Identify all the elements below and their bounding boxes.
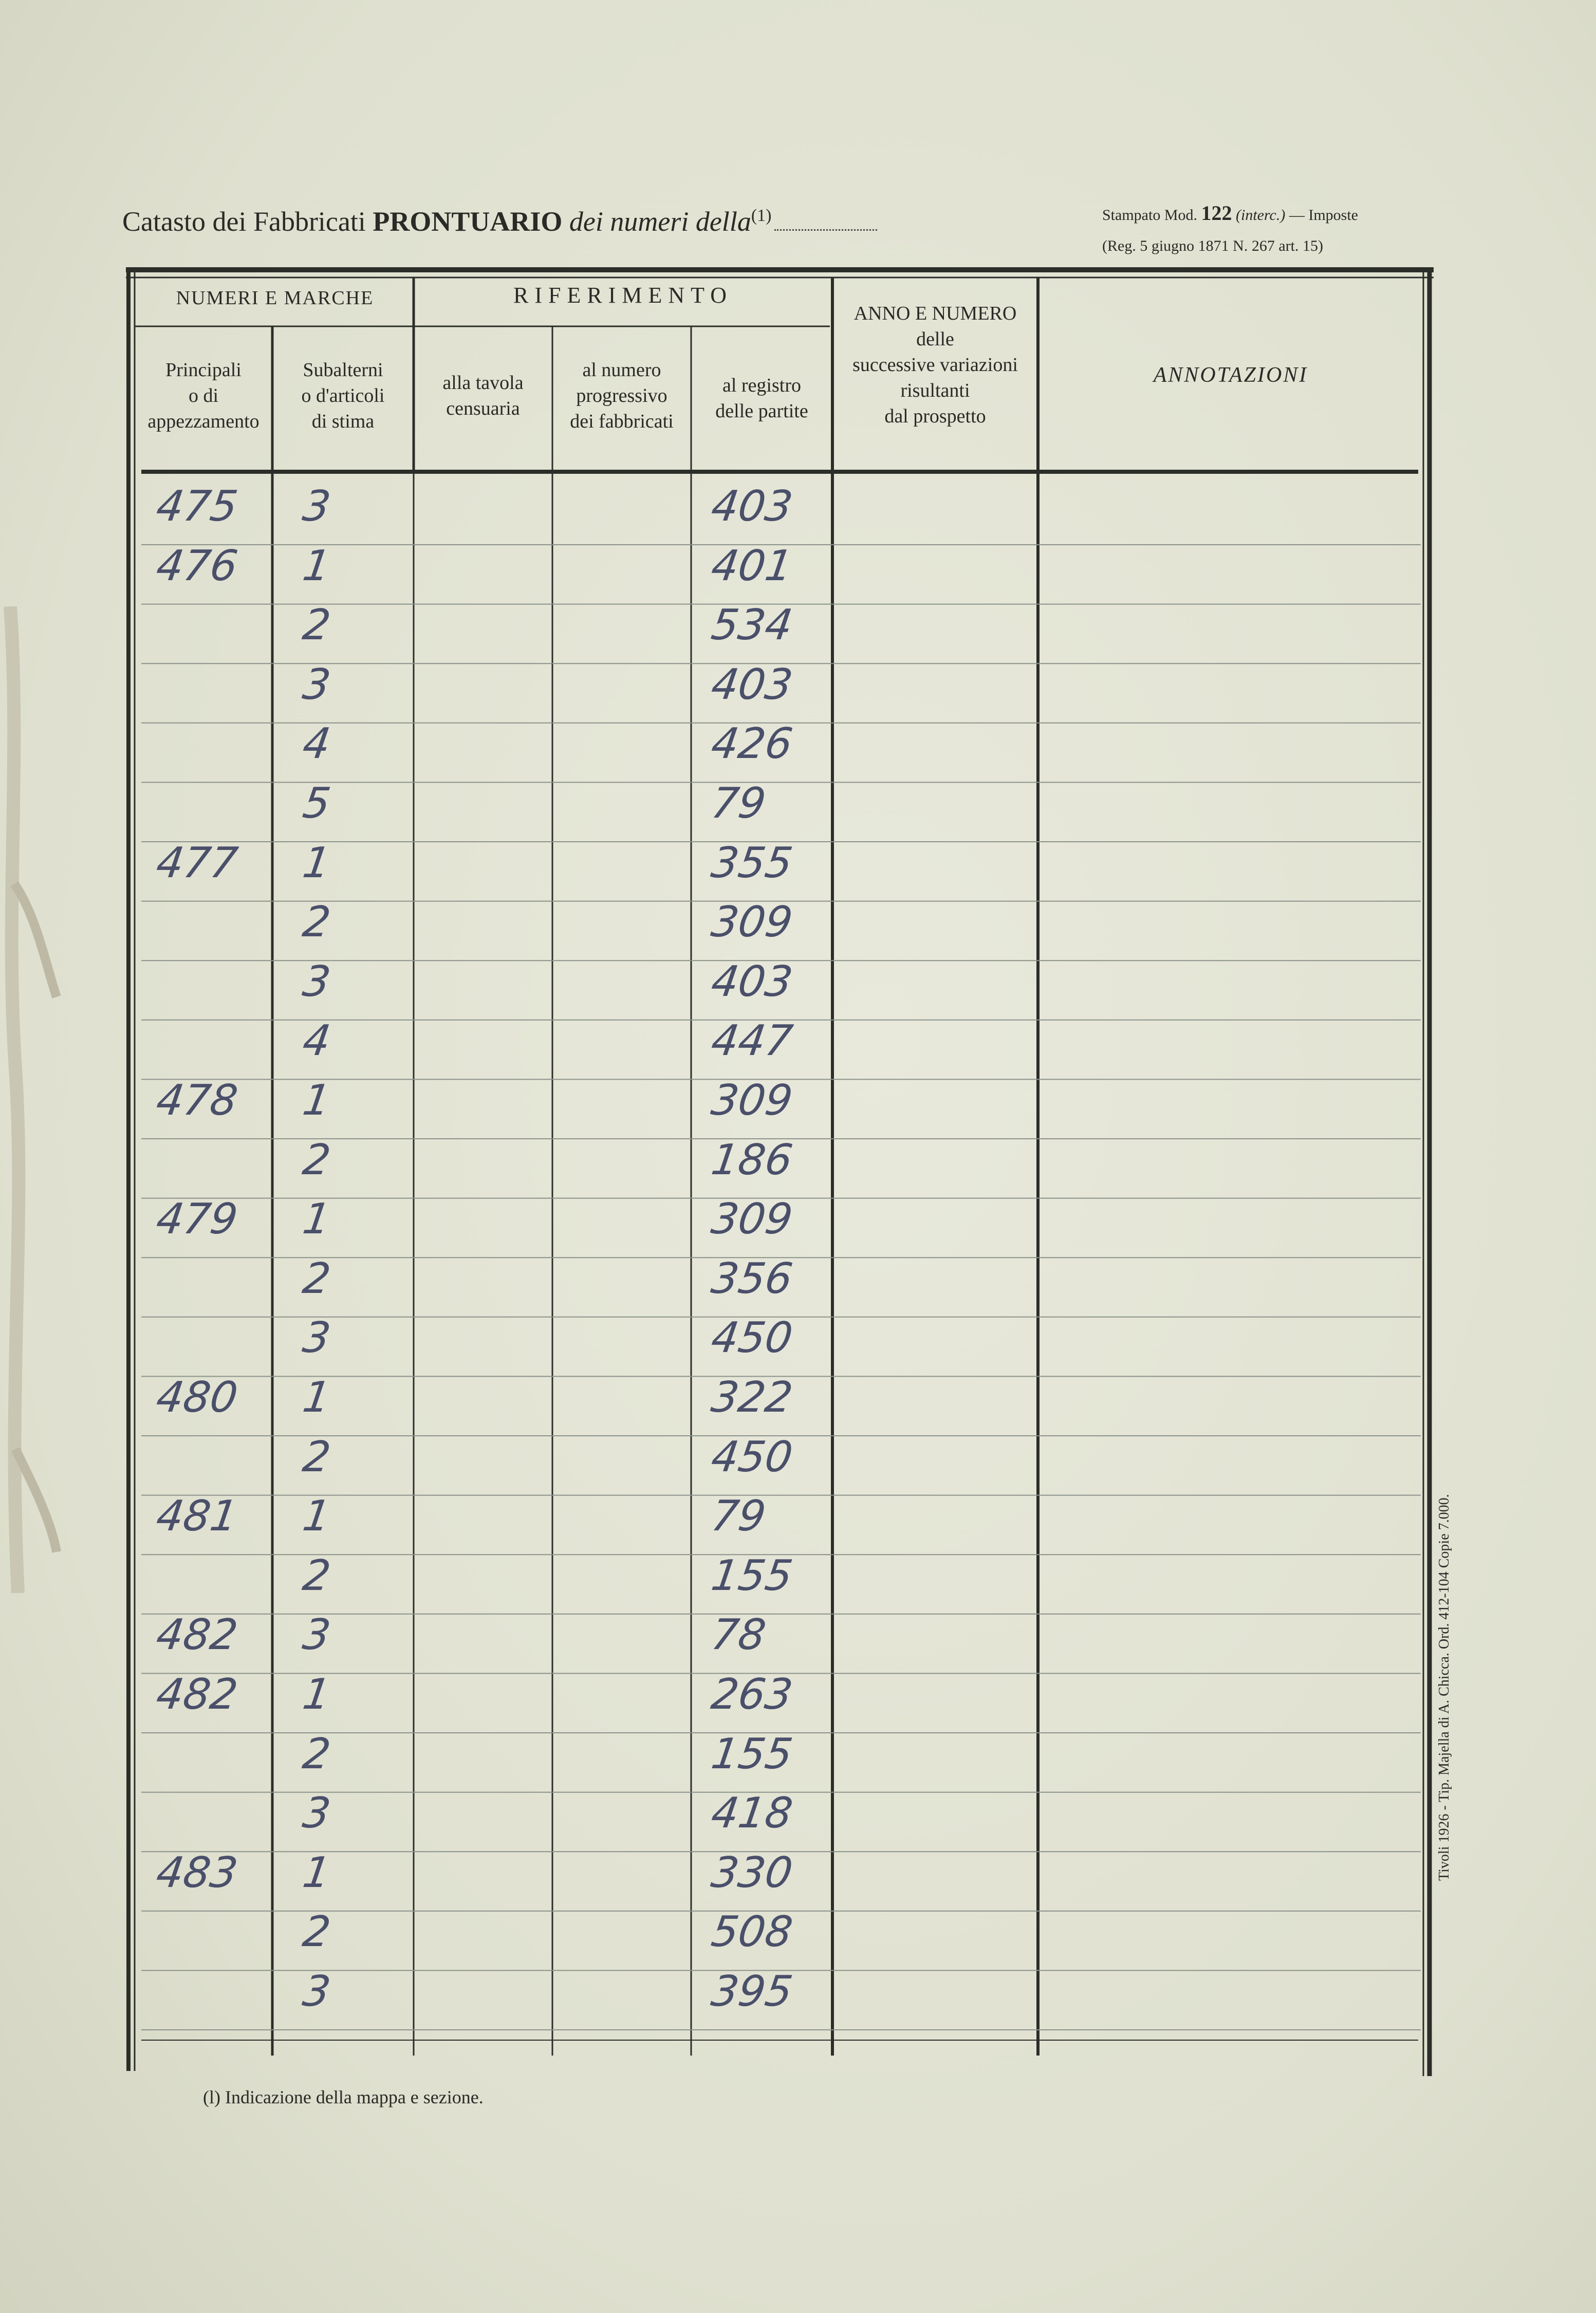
cell-partita: 403 xyxy=(708,660,796,709)
cell-principale: 483 xyxy=(153,1848,241,1897)
cell-partita: 534 xyxy=(708,601,796,650)
cell-principale: 482 xyxy=(153,1611,241,1660)
cell-partita: 330 xyxy=(708,1848,796,1897)
cell-principale: 476 xyxy=(153,541,241,590)
header-riferimento: RIFERIMENTO xyxy=(513,283,733,308)
cell-subalterno: 2 xyxy=(300,1551,333,1600)
cell-subalterno: 2 xyxy=(300,1908,333,1957)
cell-partita: 450 xyxy=(708,1313,796,1363)
cell-subalterno: 2 xyxy=(300,1135,333,1185)
cell-subalterno: 3 xyxy=(300,1313,333,1363)
cell-partita: 309 xyxy=(708,1195,796,1244)
cell-partita: 403 xyxy=(708,957,796,1006)
printer-imprint: Tivoli 1926 - Tip. Majella di A. Chicca. Ord. 412-104 Copie 7.000. xyxy=(1436,1494,1452,1881)
cell-subalterno: 3 xyxy=(300,1611,333,1660)
cell-subalterno: 1 xyxy=(300,1076,333,1125)
header-subalterni-line: o d'articoli xyxy=(301,385,385,406)
header-subalterni-line: di stima xyxy=(311,411,375,432)
cell-subalterno: 3 xyxy=(300,1789,333,1838)
cell-principale: 480 xyxy=(153,1373,241,1422)
cell-partita: 186 xyxy=(708,1135,796,1185)
header-subtitle: dei numeri della xyxy=(569,206,751,237)
cell-subalterno: 2 xyxy=(300,1729,333,1779)
cell-partita: 395 xyxy=(708,1967,796,2016)
cell-subalterno: 2 xyxy=(300,1254,333,1303)
header-anno-line: risultanti xyxy=(900,380,970,401)
cell-principale: 477 xyxy=(153,838,241,887)
header-subalterni-line: Subalterni xyxy=(303,359,383,381)
header-anno-line: successive variazioni xyxy=(852,354,1018,376)
cell-partita: 447 xyxy=(708,1016,796,1066)
cell-subalterno: 1 xyxy=(300,1373,333,1422)
cell-subalterno: 3 xyxy=(300,660,333,709)
cell-partita: 401 xyxy=(708,541,796,590)
cell-partita: 426 xyxy=(708,719,796,769)
cell-partita: 418 xyxy=(708,1789,796,1838)
cell-partita: 356 xyxy=(708,1254,796,1303)
cell-partita: 403 xyxy=(708,482,796,531)
stamp-model-number: 122 xyxy=(1201,201,1232,225)
cell-subalterno: 1 xyxy=(300,838,333,887)
cell-subalterno: 1 xyxy=(300,1670,333,1719)
header-numero-line: dei fabbricati xyxy=(570,411,674,432)
header-principali-line: Principali xyxy=(165,359,242,381)
cell-principale: 481 xyxy=(153,1492,241,1541)
header-anno-line: ANNO E NUMERO xyxy=(853,303,1017,324)
cell-partita: 508 xyxy=(708,1908,796,1957)
cell-subalterno: 4 xyxy=(300,719,333,769)
cell-principale: 479 xyxy=(153,1195,241,1244)
header-numero-line: progressivo xyxy=(576,385,667,406)
cell-subalterno: 4 xyxy=(300,1016,333,1066)
cell-subalterno: 1 xyxy=(300,1195,333,1244)
header-subalterni xyxy=(272,357,414,434)
stamp-regulation: (Reg. 5 giugno 1871 N. 267 art. 15) xyxy=(1102,237,1323,254)
cell-partita: 450 xyxy=(708,1432,796,1482)
header-anno-line: dal prospetto xyxy=(884,405,986,427)
stamp-label: Stampato Mod. xyxy=(1102,207,1197,224)
header-title: PRONTUARIO xyxy=(373,206,563,237)
cell-subalterno: 5 xyxy=(300,779,333,828)
cell-subalterno: 1 xyxy=(300,1492,333,1541)
cell-partita: 355 xyxy=(708,838,796,887)
cell-partita: 79 xyxy=(708,1492,769,1541)
header-tavola-line: censuaria xyxy=(446,398,520,419)
header-tavola-line: alla tavola xyxy=(442,372,524,394)
header-principali-line: o di xyxy=(188,385,219,406)
header-anno-e-numero xyxy=(832,301,1038,429)
header-footnote-ref: (1) xyxy=(751,206,772,225)
header-principali xyxy=(135,357,272,434)
cell-partita: 79 xyxy=(708,779,769,828)
header-prefix: Catasto dei Fabbricati xyxy=(122,206,366,237)
cell-subalterno: 2 xyxy=(300,898,333,947)
header-registro-line: al registro xyxy=(722,375,801,396)
cell-subalterno: 3 xyxy=(300,482,333,531)
header-principali-line: appezzamento xyxy=(147,411,259,432)
cell-partita: 155 xyxy=(708,1729,796,1779)
stamp-interc: (interc.) xyxy=(1236,207,1286,224)
cell-subalterno: 1 xyxy=(300,1848,333,1897)
header-numero xyxy=(552,357,691,434)
cell-partita: 309 xyxy=(708,1076,796,1125)
cell-subalterno: 2 xyxy=(300,601,333,650)
header-numeri-e-marche: NUMERI E MARCHE xyxy=(176,287,374,309)
cell-principale: 475 xyxy=(153,482,241,531)
cell-partita: 78 xyxy=(708,1611,769,1660)
cell-subalterno: 3 xyxy=(300,1967,333,2016)
cell-partita: 263 xyxy=(708,1670,796,1719)
cell-subalterno: 3 xyxy=(300,957,333,1006)
cell-principale: 478 xyxy=(153,1076,241,1125)
footnote: (l) Indicazione della mappa e sezione. xyxy=(203,2087,484,2107)
cell-partita: 155 xyxy=(708,1551,796,1600)
cell-subalterno: 2 xyxy=(300,1432,333,1482)
cell-principale: 482 xyxy=(153,1670,241,1719)
header-anno-line: delle xyxy=(916,328,954,350)
stamp-imposte: — Imposte xyxy=(1289,207,1358,224)
header-registro xyxy=(691,373,832,424)
header-annotazioni: ANNOTAZIONI xyxy=(1153,363,1308,387)
cell-partita: 309 xyxy=(708,898,796,947)
cell-subalterno: 1 xyxy=(300,541,333,590)
cell-partita: 322 xyxy=(708,1373,796,1422)
header-numero-line: al numero xyxy=(582,359,661,381)
header-tavola xyxy=(414,370,552,421)
header-registro-line: delle partite xyxy=(715,400,808,422)
